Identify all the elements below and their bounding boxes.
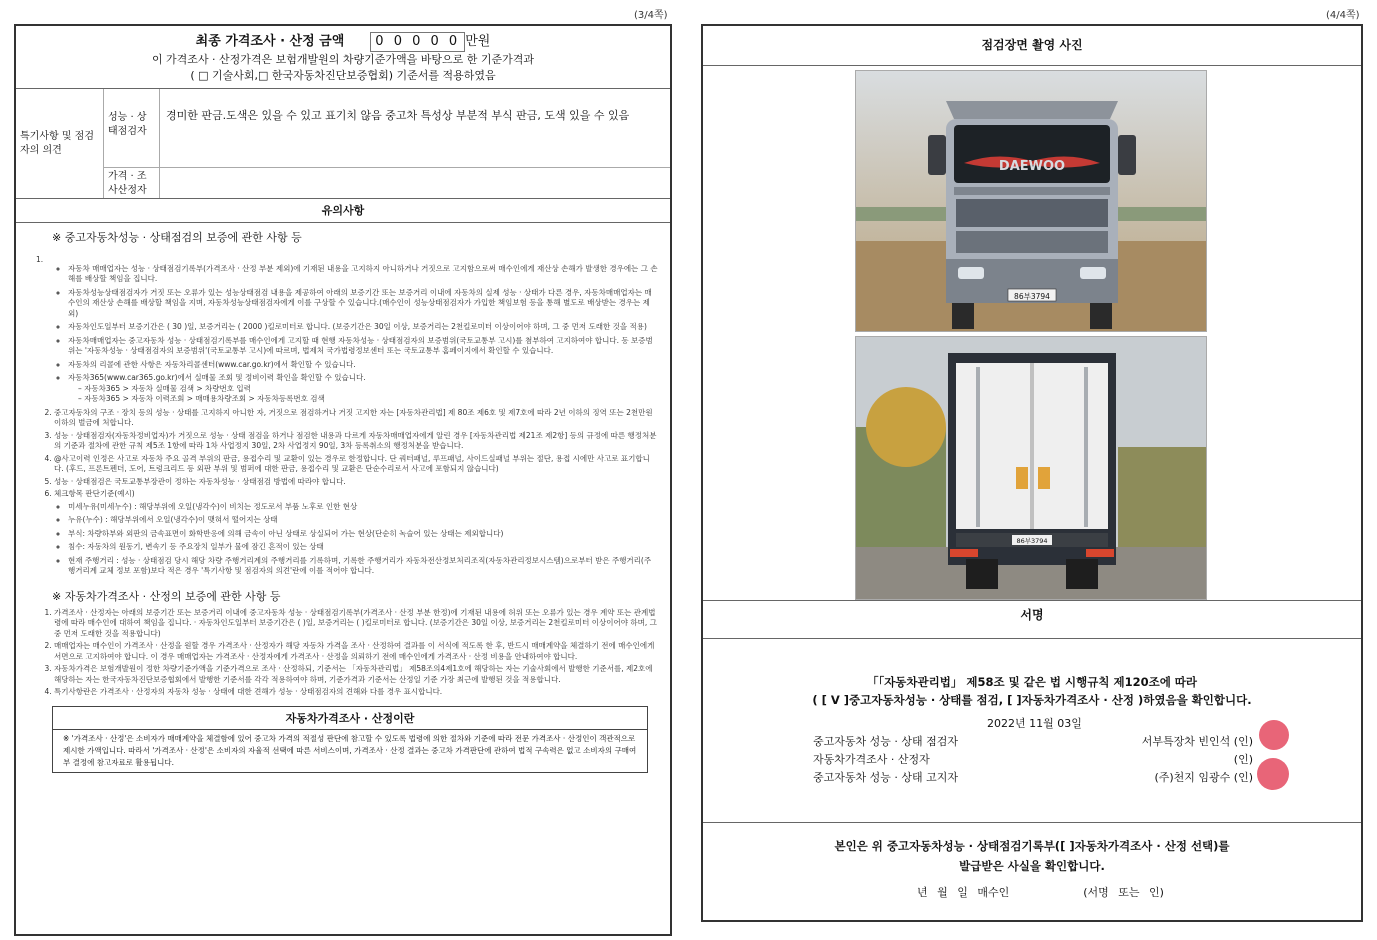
signer-name-assessor: (인) [1233, 753, 1253, 766]
right-page [701, 24, 1363, 922]
buyer-sign-line: 년 월 일 매수인 (서명 또는 인) [917, 886, 1164, 899]
price-note: 이 가격조사 · 산정가격은 보험개발원의 차량기준가액을 바탕으로 한 기준가격과 [151, 53, 535, 66]
note-item: 4. 특기사항란은 가격조사 · 산정자의 자동차 성능 · 상태에 대한 견해가 성능 · 상태점검자의 견해와 다를 경우 표시합니다. [54, 687, 658, 698]
truck-front-photo [855, 70, 1207, 332]
price-definition-box [52, 706, 648, 773]
price-unit: 만원 [465, 34, 491, 49]
buyer-confirm-2: 발급받은 사실을 확인합니다. [959, 859, 1105, 873]
perf-inspector-opinion: 경미한 판금.도색은 있을 수 있고 표기치 않음 중고차 특성상 부분적 부식 판금, 도색 있을 수 있음 [166, 109, 630, 122]
section-heading-price: ※ 자동차가격조사 · 산정의 보증에 관한 사항 등 [52, 589, 281, 603]
sign-date: 2022년 11월 03일 [987, 717, 1082, 730]
license-plate-front: 86부3794 [1014, 292, 1050, 301]
sub-line: – 자동차365 > 자동차 이력조회 > 매매용차량조회 > 자동차등록번호 검색 [78, 394, 325, 403]
price-assessor-opinion [160, 168, 670, 198]
buyer-sign-hint: (서명 또는 인) [1083, 886, 1164, 899]
signer-role: 자동차가격조사 · 산정자 [813, 753, 930, 766]
note-item: 6. 체크항목 판단기준(예시) ◦ 미세누유(미세누수) : 해당부위에 오일(냉각수)이 비치는 정도로서 부품 노후로 인한 현상 ◦ 누유(누수) : 해당부위에서 오일(냉각수)이 맺혀서 떨어지는 상태 ◦ 부식: 차량하부와 외판의 금속표면이 화학반응에 의해 금속이 아닌 상태로 상실되어 가는 현상(단순히 녹슬어 있는 상태는 제외합니다) ◦ 침수: 자동차의 원동기, 변속기 등 주요장치 일부가 물에 잠긴 흔적이 있는 상태 ◦ 현재 주행거리 : 성능 · 상태점검 당시 해당 차량 주행거리계의 주행거리를 기록하며, 기록한 주행거리가 자동차전산정보처리조직(자동차관리정보시스템)으로부터 받은 주행거리(주행거리계 교체 정보 포함)보다 적은 경우 '특기사항 및 점검자의 의견'란에 이를 적어야 합니다. [54, 489, 658, 577]
bullet-item: ◦ 자동차인도일부터 보증기간은 ( 30 )일, 보증거리는 ( 2000 )킬로미터로 합니다. (보증기간은 30일 이상, 보증거리는 2천킬로미터 이상이어야 하며, 그 중 먼저 도래한 것을 적용) [68, 322, 658, 333]
signer-role: 중고자동차 성능 · 상태 점검자 [813, 735, 958, 748]
criteria-item: ◦ 현재 주행거리 : 성능 · 상태점검 당시 해당 차량 주행거리계의 주행거리를 기록하며, 기록한 주행거리가 자동차전산정보처리조직(자동차관리정보시스템)으로부터 받은 주행거리(주행거리계 교체 정보 포함)보다 적은 경우 '특기사항 및 점검자의 의견'란에 이를 적어야 합니다. [68, 556, 658, 577]
note-item: 3. 자동차가격은 보험개발원이 정한 차량기준가액을 기준가격으로 조사 · 산정하되, 기준서는 「자동차관리법」 제58조의4제1호에 해당하는 자는 기술사회에서 발행한 기준서를, 제2호에 해당하는 자는 한국자동차진단보증협회에서 발행한 기준서를 각각 적용하여야 하며, 기준가격과 기준서는 산정일 기준 가장 최근에 발행된 것을 적용합니다. [54, 664, 658, 685]
signer-row-assessor [813, 750, 1253, 770]
truck-rear-photo [855, 336, 1207, 600]
signer-role: 중고자동차 성능 · 상태 고지자 [813, 771, 958, 784]
signer-name-inspector: 서부특장차 빈인석 (인) [1141, 735, 1253, 748]
note-item: 3. 성능 · 상태점검자(자동차정비업자)가 거짓으로 성능 · 상태 점검을 하거나 점검한 내용과 다르게 자동차매매업자에게 알린 경우 [자동차관리법 제21조 제2항] 등의 규정에 따른 행정처분의 기준과 절차에 관한 규칙 제5조 1항에 따라 1차 사업정지 30일, 2차 사업정지 90일, 3차 등록취소의 행정처분을 받습니다. [54, 431, 658, 452]
page-number-right: (4/4쪽) [1326, 10, 1360, 21]
price-amount: 0 0 0 0 0 [370, 32, 465, 52]
opinion-section [16, 89, 670, 199]
bullet-item: ◦ 자동차 매매업자는 성능 · 상태점검기록부(가격조사 · 산정 부분 제외)에 기재된 내용을 고지하지 아니하거나 거짓으로 고지함으로써 매수인에게 재산상 손해가 발생한 경우에는 그 손해를 배상할 책임을 집니다. [68, 264, 658, 285]
note-item: 2. 중고자동차의 구조 · 장치 등의 성능 · 상태를 고지하지 아니한 자, 거짓으로 점검하거나 거짓 고지한 자는 [자동차관리법] 제 80조 제6호 및 제7호에 따라 2년 이하의 징역 또는 2천만원 이하의 벌금에 처합니다. [54, 408, 658, 429]
price-header [16, 26, 670, 89]
photo-section-title: 점검장면 촬영 사진 [703, 26, 1361, 66]
signature-section-title: 서명 [1020, 608, 1044, 622]
caution-title: 유의사항 [16, 199, 670, 223]
price-definition-title: 자동차가격조사 · 산정이란 [53, 707, 647, 730]
price-title: 최종 가격조사 · 산정 금액 [195, 34, 345, 49]
price-standard: ( □ 기술사회,□ 한국자동차진단보증협회) 기준서를 적용하였음 [190, 69, 496, 82]
criteria-item: ◦ 미세누유(미세누수) : 해당부위에 오일(냉각수)이 비치는 정도로서 부품 노후로 인한 현상 [68, 502, 658, 513]
law-statement-1: 「「자동차관리법」 제58조 및 같은 법 시행규칙 제120조에 따라 [866, 675, 1198, 689]
note-item: 4. @사고이력 인정은 사고로 자동차 주요 골격 부위의 판금, 용접수리 및 교환이 있는 경우로 한정합니다. 단 쿼터패널, 루프패널, 사이드실패널 부위는 절단, 용접 시에만 사고로 표기합니다. (후드, 프론트펜더, 도어, 트렁크리드 등 외판 부위 및 범퍼에 대한 판금, 용접수리 및 교환은 단순수리로서 사고에 포함되지 않습니다) [54, 454, 658, 475]
performance-notes [16, 255, 670, 577]
left-page [14, 24, 672, 936]
note-item: 2. 매매업자는 매수인이 가격조사 · 산정을 원할 경우 가격조사 · 산정자가 해당 자동차 가격을 조사 · 산정하여 결과를 이 서식에 적도록 한 후, 반드시 매매계약을 체결하기 전에 매수인에게 서면으로 고지하여야 합니다. 이 경우 매매업자는 가격조사 · 산정자에게 가격조사 · 산정을 의뢰하기 전에 매수인에게 가격조사 · 산정 비용을 안내하여야 합니다. [54, 641, 658, 662]
law-statement-2: ( [ V ]중고자동차성능 · 상태를 점검, [ ]자동차가격조사 · 산정 )하였음을 확인합니다. [812, 693, 1252, 707]
criteria-item: ◦ 침수: 자동차의 원동기, 변속기 등 주요장치 일부가 물에 잠긴 흔적이 있는 상태 [68, 542, 658, 553]
bullet-item: ◦ 자동차365(www.car365.go.kr)에서 실매물 조회 및 정비이력 확인을 확인할 수 있습니다. – 자동차365 > 자동차 실매물 검색 > 차량번호 입력 – 자동차365 > 자동차 이력조회 > 매매용차량조회 > 자동차등록번호 검색 [68, 373, 658, 405]
note-item: 1. 가격조사 · 산정자는 아래의 보증기간 또는 보증거리 이내에 중고자동차 성능 · 상태점검기록부(가격조사 · 산정 부분 한정)에 기재된 내용에 허위 또는 오류가 있는 경우 계약 또는 관계법령에 따라 매수인에 대하여 책임을 집니다. · 자동차인도일부터 보증기간은 ( )일, 보증거리는 ( )킬로미터로 합니다. (보증기간은 30일 이상, 보증거리는 2천킬로미터 이상이어야 하며, 그 중 먼저 도래한 것을 적용합니다) [54, 608, 658, 640]
page-number-left: (3/4쪽) [634, 10, 668, 21]
perf-inspector-label: 성능 · 상태점검자 [104, 89, 160, 167]
opinion-label: 특기사항 및 점검자의 의견 [16, 89, 104, 198]
bullet-item: ◦ 자동차매매업자는 중고자동차 성능 · 상태점검기록부를 매수인에게 고지할 때 현행 자동차성능 · 상태점검자의 보증범위(국토교통부 고시)를 첨부하여 고지하여야 합니다. 동 보증범위는 '자동차성능 · 상태점검자의 보증범위'(국토교통부 고시)에 따르며, 법제처 국가법령정보센터 또는 국토교통부 홈페이지에서 확인할 수 있습니다. [68, 336, 658, 357]
criteria-item: ◦ 부식: 차량하부와 외판의 금속표면이 화학반응에 의해 금속이 아닌 상태로 상실되어 가는 현상(단순히 녹슬어 있는 상태는 제외합니다) [68, 529, 658, 540]
note-item: 5. 성능 · 상태점검은 국토교통부장관이 정하는 자동차성능 · 상태점검 방법에 따라야 합니다. [54, 477, 658, 488]
signer-row-inspector [813, 732, 1253, 752]
section-heading-performance: ※ 중고자동차성능 · 상태점검의 보증에 관한 사항 등 [52, 231, 302, 244]
brand-logo: DAEWOO [998, 159, 1066, 174]
price-definition-text: ※ '가격조사 · 산정'은 소비자가 매매계약을 체결함에 있어 중고차 가격의 적절성 판단에 참고할 수 있도록 법령에 의한 절차와 기준에 따라 전문 가격조사 · 산정인이 객관적으로 제시한 가액입니다. 따라서 '가격조사 · 산정'은 소비자의 자율적 선택에 따른 서비스이며, 가격조사 · 산정 결과는 중고차 가격판단에 관하여 법적 구속력은 없고 소비자의 구매여부 결정에 참고자료로 활용됩니다. [63, 733, 637, 767]
signer-name-notifier: (주)천지 임광수 (인) [1154, 771, 1253, 784]
note-item: 1. ◦ 자동차 매매업자는 성능 · 상태점검기록부(가격조사 · 산정 부분 제외)에 기재된 내용을 고지하지 아니하거나 거짓으로 고지함으로써 매수인에게 재산상 손해가 발생한 경우에는 그 손해를 배상할 책임을 집니다. ◦ 자동차성능상태점검자가 거짓 또는 오류가 있는 성능상태점검 내용을 제공하여 아래의 보증기간 또는 보증거리 이내에 자동차의 실제 성능 · 상태가 다른 경우, 자동차매매업자는 매수인의 재산상 손해를 배상할 책임을 지며, 자동차성능상태점검자에게 이를 구상할 수 있습니다.(매수인이 성능상태점검자가 가입한 책임보험 등을 통해 별도로 배상받는 경우는 제외) ◦ 자동차인도일부터 보증기간은 ( 30 )일, 보증거리는 ( 2000 )킬로미터로 합니다. (보증기간은 30일 이상, 보증거리는 2천킬로미터 이상이어야 하며, 그 중 먼저 도래한 것을 적용) ◦ 자동차매매업자는 중고자동차 성능 · 상태점검기록부를 매수인에게 고지할 때 현행 자동차성능 · 상태점검자의 보증범위(국토교통부 고시)를 첨부하여 고지하여야 합니다. 동 보증범위는 '자동차성능 · 상태점검자의 보증범위'(국토교통부 고시)에 따르며, 법제처 국가법령정보센터 또는 국토교통부 홈페이지에서 확인할 수 있습니다. ◦ 자동차의 리콜에 관한 사항은 자동차리콜센터(www.car.go.kr)에서 확인할 수 있습니다. ◦ 자동차365(www.car365.go.kr)에서 실매물 조회 및 정비이력 확인을 확인할 수 있습니다. – 자동차365 > 자동차 실매물 검색 > 차량번호 입력 – 자동차365 > 자동차 이력조회 > 매매용차량조회 > 자동차등록번호 검색 [36, 255, 658, 405]
signer-row-notifier [813, 768, 1253, 788]
bullet-item: ◦ 자동차의 리콜에 관한 사항은 자동차리콜센터(www.car.go.kr)에서 확인할 수 있습니다. [68, 360, 658, 371]
seal-stamp-inspector [1259, 720, 1289, 750]
sub-line: – 자동차365 > 자동차 실매물 검색 > 차량번호 입력 [78, 383, 251, 393]
price-assessor-label: 가격 · 조사산정자 [104, 168, 160, 198]
price-notes [16, 608, 670, 698]
bullet-item: ◦ 자동차성능상태점검자가 거짓 또는 오류가 있는 성능상태점검 내용을 제공하여 아래의 보증기간 또는 보증거리 이내에 자동차의 실제 성능 · 상태가 다른 경우, 자동차매매업자는 매수인의 재산상 손해를 배상할 책임을 지며, 자동차성능상태점검자에게 이를 구상할 수 있습니다.(매수인이 성능상태점검자가 가입한 책임보험 등을 통해 별도로 배상받는 경우는 제외) [68, 288, 658, 320]
criteria-item: ◦ 누유(누수) : 해당부위에서 오일(냉각수)이 맺혀서 떨어지는 상태 [68, 515, 658, 526]
seal-stamp-notifier [1257, 758, 1289, 790]
license-plate-rear: 86부3794 [1016, 537, 1048, 545]
buyer-confirm-1: 본인은 위 중고자동차성능 · 상태점검기록부([ ]자동차가격조사 · 산정 선택)를 [834, 839, 1230, 853]
